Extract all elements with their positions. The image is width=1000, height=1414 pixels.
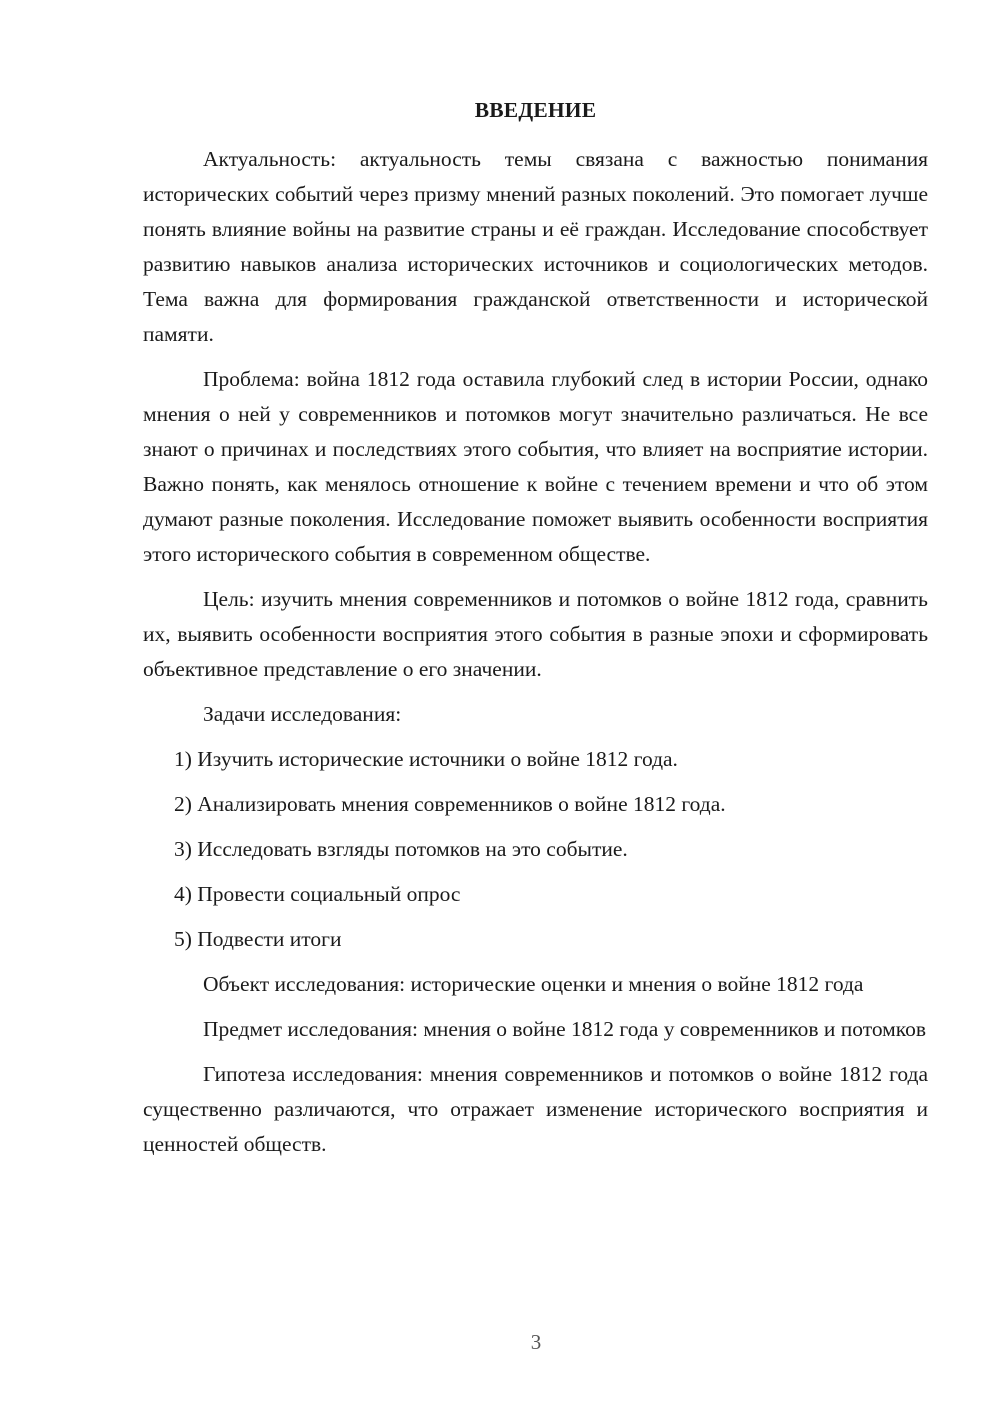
problem-paragraph: Проблема: война 1812 года оставила глубокий след в истории России, однако мнения о ней у современников и потомков могут значительно различаться. Не все знают о причинах и последствиях этого события, что влияет на восприятие истории. Важно понять, как менялось отношение к войне с течением времени и что об этом думают разные поколения. Исследование поможет выявить особенности восприятия этого исторического события в современном обществе. — [143, 367, 928, 566]
list-item: 3) Исследовать взгляды потомков на это событие. — [174, 837, 628, 861]
list-item: 5) Подвести итоги — [174, 927, 342, 951]
list-item: 4) Провести социальный опрос — [174, 882, 461, 906]
subject-paragraph: Предмет исследования: мнения о войне 1812 года у современников и потомков — [203, 1017, 927, 1041]
page-number: 3 — [530, 1330, 542, 1354]
tasks-heading: Задачи исследования: — [203, 702, 402, 726]
list-item: 1) Изучить исторические источники о войне 1812 года. — [174, 747, 678, 771]
hypothesis-paragraph: Гипотеза исследования: мнения современников и потомков о войне 1812 года существенно различаются, что отражает изменение исторического восприятия и ценностей обществ. — [143, 1062, 928, 1156]
relevance-paragraph: Актуальность: актуальность темы связана с важностью понимания исторических событий через призму мнений разных поколений. Это помогает лучше понять влияние войны на развитие страны и её граждан. Исследование способствует развитию навыков анализа исторических источников и социологических методов. Тема важна для формирования гражданской ответственности и исторической памяти. — [143, 147, 928, 346]
list-item: 2) Анализировать мнения современников о войне 1812 года. — [174, 792, 726, 816]
goal-paragraph: Цель: изучить мнения современников и потомков о войне 1812 года, сравнить их, выявить особенности восприятия этого события в разные эпохи и сформировать объективное представление о его значении. — [143, 587, 928, 681]
document-page — [143, 92, 928, 1172]
page-title: ВВЕДЕНИЕ — [474, 98, 597, 122]
tasks-list — [143, 742, 928, 957]
object-paragraph: Объект исследования: исторические оценки и мнения о войне 1812 года — [203, 972, 864, 996]
